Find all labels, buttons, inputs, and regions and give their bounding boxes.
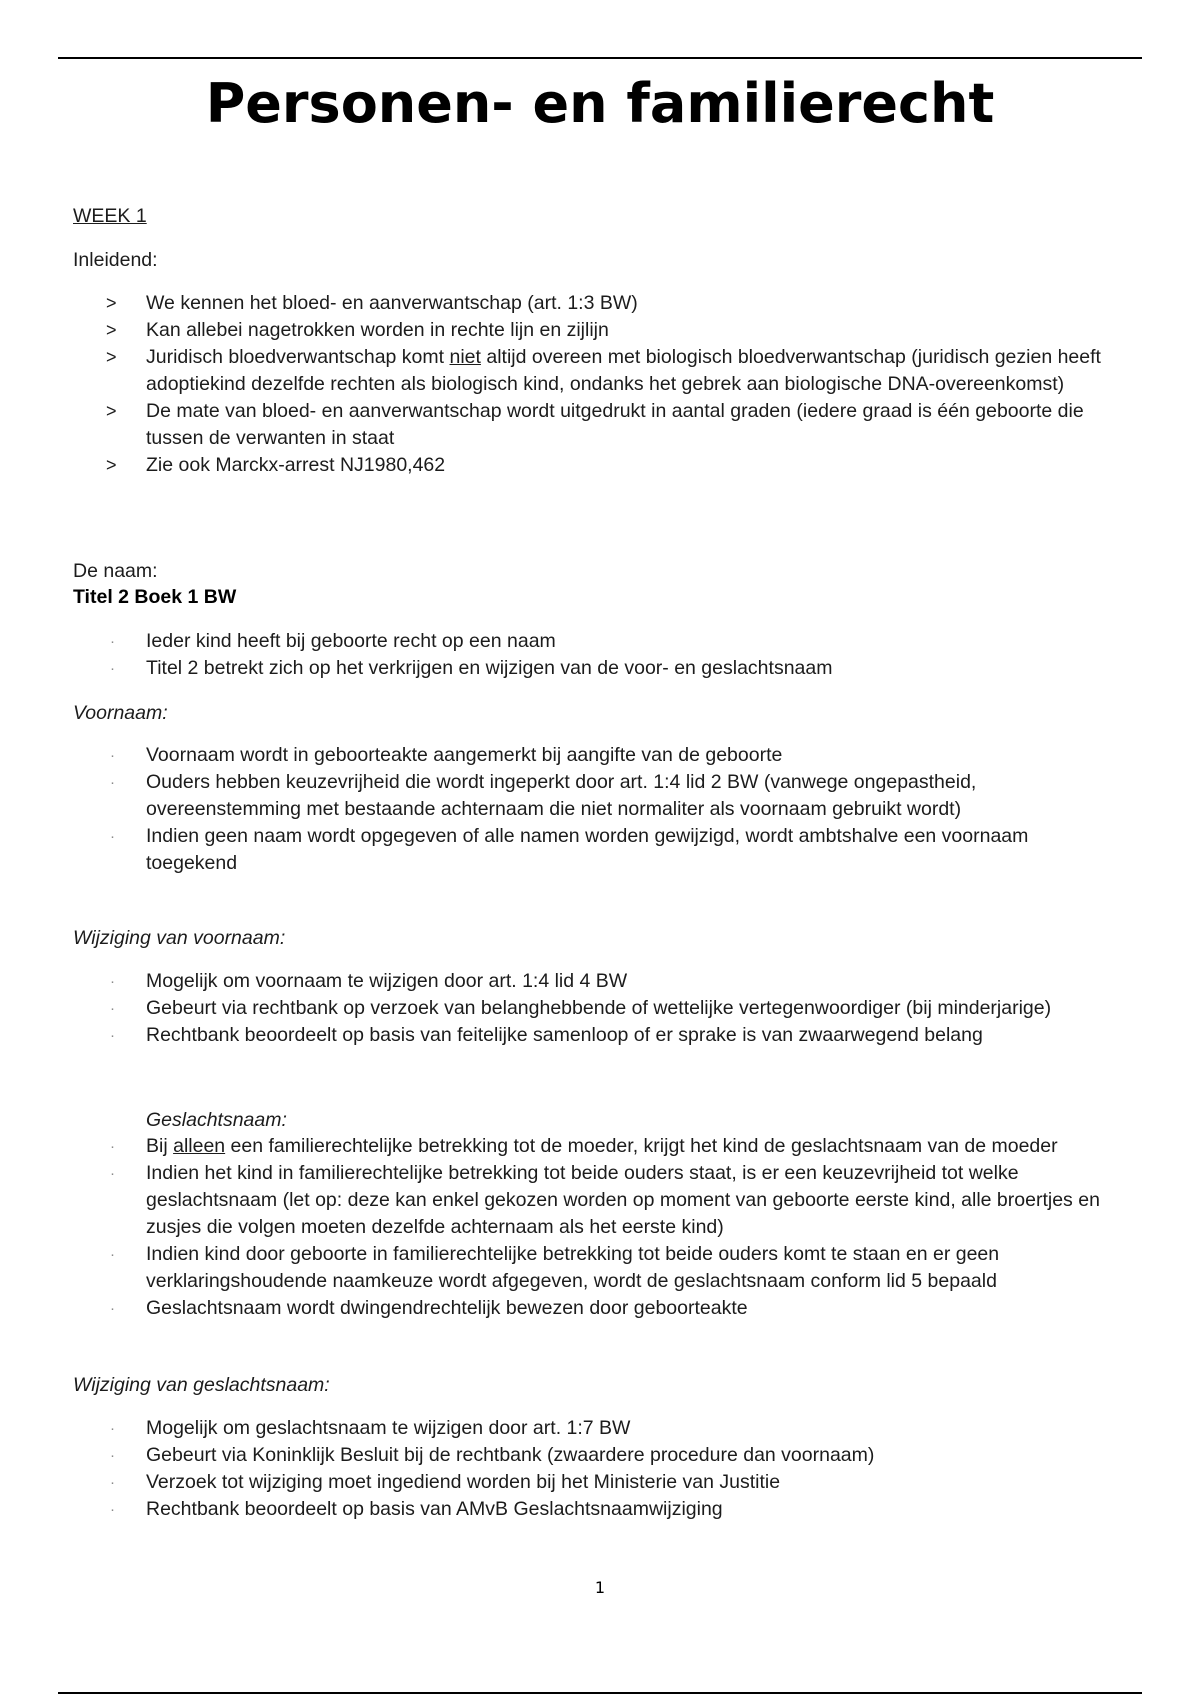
list-item: · Indien geen naam wordt opgegeven of alle namen worden gewijzigd, wordt ambtshalve een voornaam toegekend xyxy=(110,825,1029,874)
dot-bullet-icon: · xyxy=(110,1300,115,1317)
dot-bullet-icon: · xyxy=(110,774,115,791)
list-item: · Verzoek tot wijziging moet ingediend worden bij het Ministerie van Justitie xyxy=(106,1469,1126,1496)
dot-bullet-icon: · xyxy=(110,1501,115,1518)
list-item: > De mate van bloed- en aanverwantschap wordt uitgedrukt in aantal graden (iedere graad is één geboorte die tussen de verwanten in staat xyxy=(106,400,1084,449)
list-item: > We kennen het bloed- en aanverwantschap (art. 1:3 BW) xyxy=(106,290,1126,317)
geslachtsnaam-list xyxy=(106,1133,1126,1322)
list-item: > Kan allebei nagetrokken worden in rechte lijn en zijlijn xyxy=(106,317,1126,344)
dot-bullet-icon: · xyxy=(110,973,115,990)
list-item: · Rechtbank beoordeelt op basis van AMvB Geslachtsnaamwijziging xyxy=(106,1496,1126,1523)
bottom-rule xyxy=(58,1692,1142,1694)
dot-bullet-icon: · xyxy=(110,1000,115,1017)
wijziging-voornaam-list xyxy=(106,968,1126,1049)
dot-bullet-icon: · xyxy=(110,828,115,845)
week-heading: WEEK 1 xyxy=(73,205,147,227)
list-item: · Gebeurt via rechtbank op verzoek van belanghebbende of wettelijke vertegenwoordiger (bij minderjarige) xyxy=(106,995,1126,1022)
list-item: · Titel 2 betrekt zich op het verkrijgen en wijzigen van de voor- en geslachtsnaam xyxy=(106,655,1126,682)
list-item: · Gebeurt via Koninklijk Besluit bij de rechtbank (zwaardere procedure dan voornaam) xyxy=(106,1442,1126,1469)
dot-bullet-icon: · xyxy=(110,1420,115,1437)
dot-bullet-icon: · xyxy=(110,1447,115,1464)
dot-bullet-icon: · xyxy=(110,1246,115,1263)
wijziging-geslachtsnaam-label: Wijziging van geslachtsnaam: xyxy=(73,1374,330,1396)
dot-bullet-icon: · xyxy=(110,1027,115,1044)
list-item: > Zie ook Marckx-arrest NJ1980,462 xyxy=(106,452,1126,479)
dot-bullet-icon: · xyxy=(110,1138,115,1155)
list-item: · Bij alleen een familierechtelijke betrekking tot de moeder, krijgt het kind de geslachtsnaam van de moeder xyxy=(106,1133,1126,1160)
dot-bullet-icon: · xyxy=(110,633,115,650)
naam-list xyxy=(106,628,1126,682)
list-item: · Mogelijk om voornaam te wijzigen door art. 1:4 lid 4 BW xyxy=(106,968,1126,995)
inleidend-label: Inleidend: xyxy=(73,249,158,271)
list-item: · Indien kind door geboorte in familierechtelijke betrekking tot beide ouders komt te staan en er geen verklaringshoudende naamkeuze wordt afgegeven, wordt de geslachtsnaam conform lid 5 bepaald xyxy=(110,1243,1000,1292)
geslachtsnaam-label: Geslachtsnaam: xyxy=(146,1109,287,1131)
list-item: · Indien het kind in familierechtelijke betrekking tot beide ouders staat, is er een keuzevrijheid tot welke geslachtsnaam (let op: deze kan enkel gekozen worden op moment van geboorte eerste kind, alle broertjes en zusjes die volgen moeten dezelfde achternaam als het eerste kind) xyxy=(110,1162,1100,1238)
arrow-bullet-icon: > xyxy=(106,293,117,313)
list-item: · Voornaam wordt in geboorteakte aangemerkt bij aangifte van de geboorte xyxy=(106,742,1126,769)
page-title: Personen- en familierecht xyxy=(205,72,995,135)
voornaam-label: Voornaam: xyxy=(73,702,168,724)
voornaam-list xyxy=(106,742,1126,877)
dot-bullet-icon: · xyxy=(110,1474,115,1491)
top-rule xyxy=(58,57,1142,59)
arrow-bullet-icon: > xyxy=(106,320,117,340)
page-number: 1 xyxy=(594,1578,606,1597)
list-item: · Mogelijk om geslachtsnaam te wijzigen door art. 1:7 BW xyxy=(106,1415,1126,1442)
list-item: · Ouders hebben keuzevrijheid die wordt ingeperkt door art. 1:4 lid 2 BW (vanwege ongepastheid, overeenstemming met bestaande achternaam die niet normaliter als voornaam gebruikt wordt) xyxy=(110,771,977,820)
arrow-bullet-icon: > xyxy=(106,401,117,421)
arrow-bullet-icon: > xyxy=(106,347,117,367)
dot-bullet-icon: · xyxy=(110,747,115,764)
list-item: · Geslachtsnaam wordt dwingendrechtelijk bewezen door geboorteakte xyxy=(106,1295,1126,1322)
inleidend-list xyxy=(106,290,1126,479)
list-item: · Ieder kind heeft bij geboorte recht op een naam xyxy=(106,628,1126,655)
list-item: · Rechtbank beoordeelt op basis van feitelijke samenloop of er sprake is van zwaarwegend belang xyxy=(106,1022,1126,1049)
arrow-bullet-icon: > xyxy=(106,455,117,475)
naam-heading: Titel 2 Boek 1 BW xyxy=(73,586,237,608)
list-item: > Juridisch bloedverwantschap komt niet altijd overeen met biologisch bloedverwantschap (juridisch gezien heeft adoptiekind dezelfde rechten als biologisch kind, ondanks het gebrek aan biologische DNA-overeenkomst) xyxy=(106,346,1101,395)
wijziging-geslachtsnaam-list xyxy=(106,1415,1126,1523)
dot-bullet-icon: · xyxy=(110,1165,115,1182)
wijziging-voornaam-label: Wijziging van voornaam: xyxy=(73,927,286,949)
dot-bullet-icon: · xyxy=(110,660,115,677)
naam-label: De naam: xyxy=(73,560,158,582)
